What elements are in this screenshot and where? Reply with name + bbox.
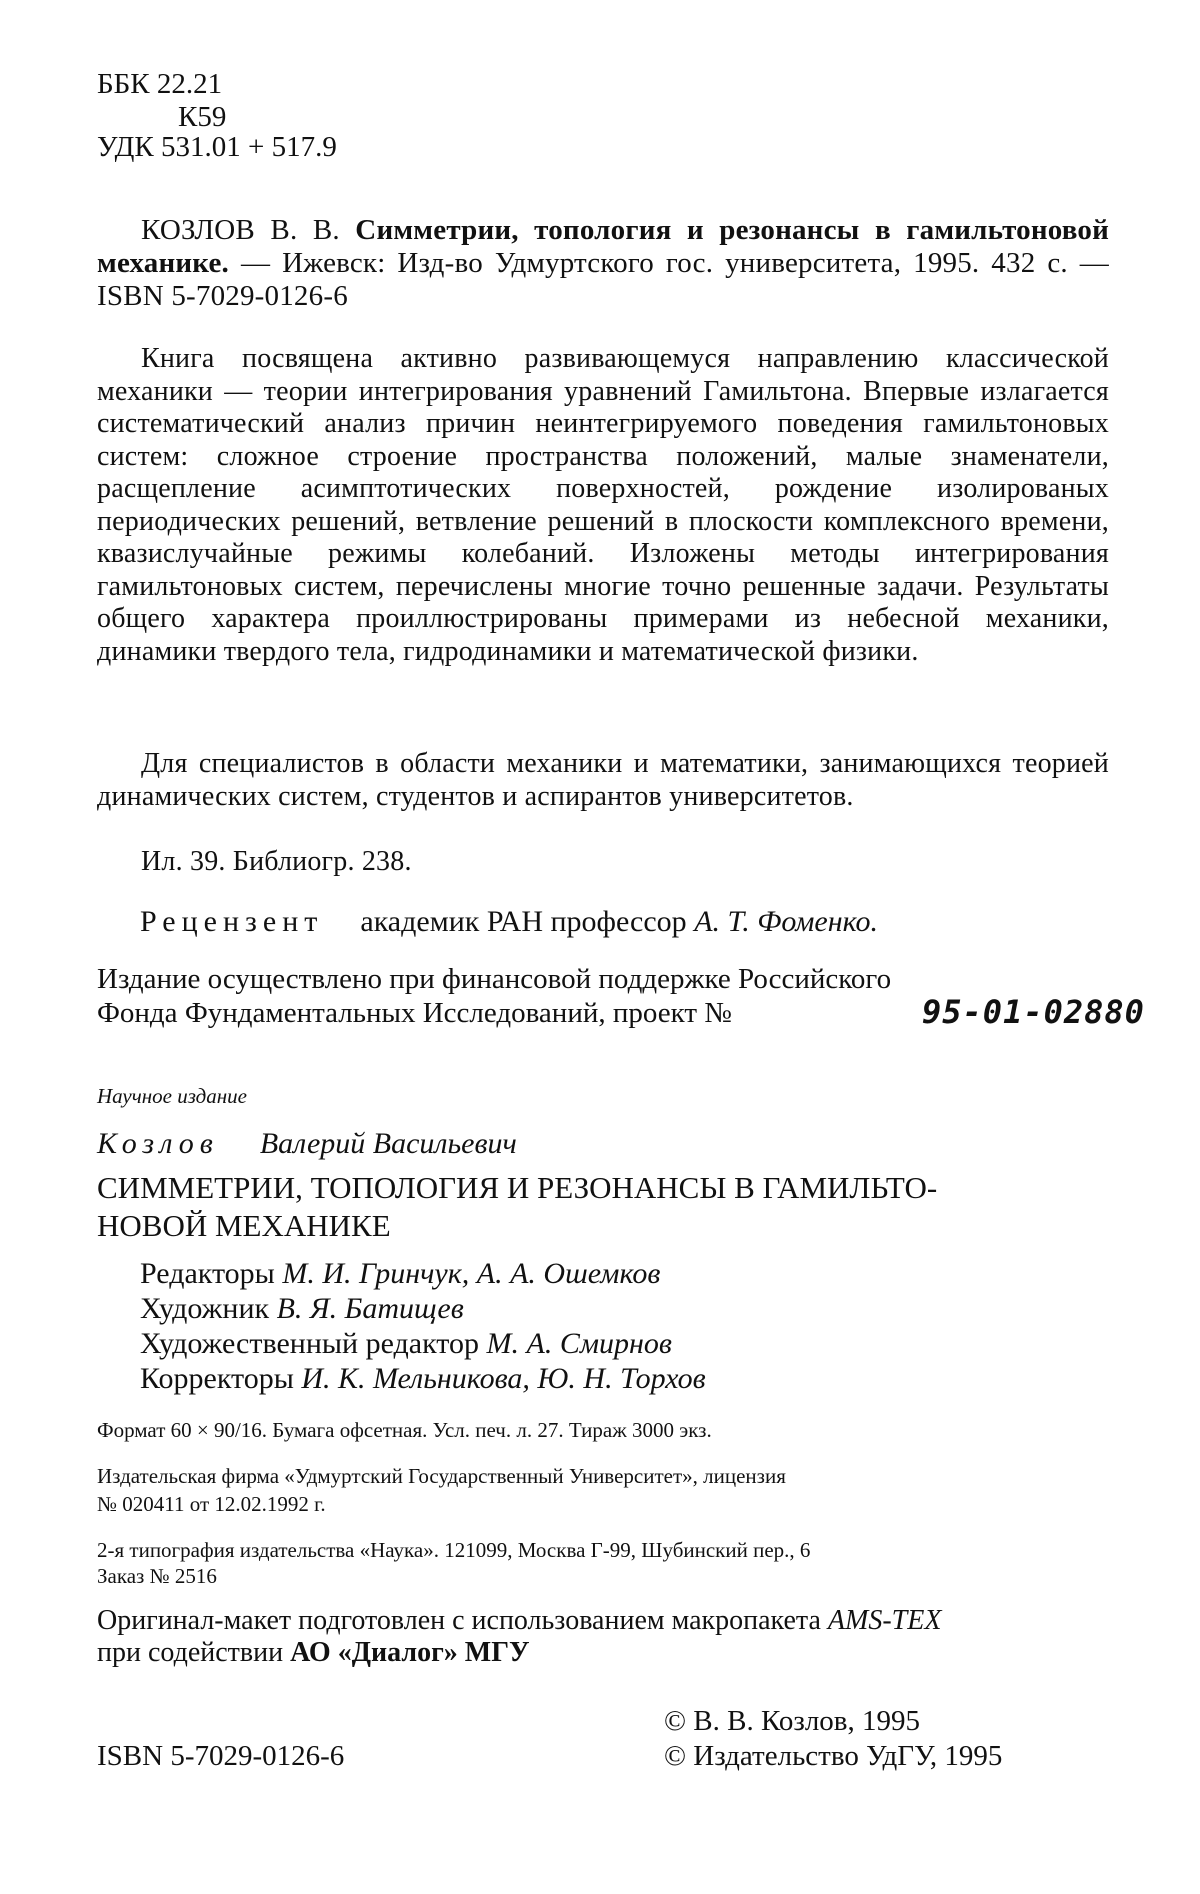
layout-text-2a: при содействии — [97, 1637, 284, 1668]
funding-text-1: Издание осуществлено при финансовой поддержке — [97, 963, 731, 995]
annotation-paragraph-1: Книга посвящена активно развивающемуся направлению классической механики — теории интегрирования уравнений Гамильтона. Впервые излагается систематический анализ причин неинтегрируемого поведения гамильтоновых систем: сложное строение пространства положений, малые знаменатели, расщепление асимптотических поверхностей, рождение изолированых периодических решений, ветвление решений в плоскости комплексного времени, квазислучайные режимы колебаний. Изложены методы интегрирования гамильтоновых систем, перечислены многие точно решенные задачи. Результаты общего характера проиллюстрированы примерами из небесной механики, динамики твердого тела, гидродинамики и математической физики. — [97, 343, 1109, 667]
format-line: Формат 60 × 90/16. Бумага офсетная. Усл. печ. л. 27. Тираж 3000 экз. — [97, 1418, 712, 1442]
reviewer-name: А. Т. Фоменко. — [694, 905, 879, 938]
publisher-line-1: Издательская фирма «Удмуртский Государственный Университет», лицензия — [97, 1464, 786, 1488]
copyright-publisher-text: Издательство УдГУ, 1995 — [693, 1740, 1003, 1772]
copyright-publisher — [664, 1740, 1002, 1773]
funding-word-3: Фундаментальных — [184, 997, 416, 1029]
imprint-title-line-1: СИММЕТРИИ, ТОПОЛОГИЯ И РЕЗОНАНСЫ В ГАМИЛЬТО- — [97, 1170, 938, 1205]
layout-text-2b: АО «Диалог» МГУ — [290, 1637, 530, 1668]
edition-type: Научное издание — [97, 1084, 247, 1108]
funding-text-2: проект № — [612, 997, 732, 1029]
reviewer-label: Рецензент — [140, 905, 324, 938]
annotation-paragraph-2: Для специалистов в области механики и математики, занимающихся теорией динамических систем, студентов и аспирантов университетов. — [97, 748, 1109, 812]
credit-role: Художник — [140, 1292, 270, 1325]
annotation-paragraph-3: Ил. 39. Библиогр. 238. — [141, 846, 412, 877]
credit-role: Корректоры — [140, 1362, 294, 1395]
layout-line-1 — [97, 1605, 941, 1637]
layout-line-2 — [97, 1637, 530, 1669]
reviewer-text: академик РАН профессор — [360, 905, 687, 938]
credit-names: И. К. Мельникова, Ю. Н. Торхов — [301, 1362, 706, 1395]
credit-names: М. А. Смирнов — [486, 1327, 672, 1360]
publisher-line-2: № 020411 от 12.02.1992 г. — [97, 1492, 326, 1516]
udk-code: УДК 531.01 + 517.9 — [97, 131, 337, 163]
bib-title: Симметрии, топология и резонансы в гамильтоновой механике. — [97, 214, 1109, 279]
handwritten-project-number: 95-01-02880 — [922, 993, 1145, 1031]
credit-role: Редакторы — [140, 1257, 275, 1290]
credit-artist — [140, 1292, 464, 1326]
tex-logo: AMS-TEX — [827, 1605, 942, 1636]
copyright-author-text: В. В. Козлов, 1995 — [693, 1705, 921, 1737]
reviewer-line — [140, 905, 878, 939]
printer-line-1: 2-я типография издательства «Наука». 121099, Москва Г-99, Шубинский пер., 6 — [97, 1538, 811, 1562]
funding-word-2: Фонда — [97, 997, 178, 1029]
funding-word-1: Российского — [738, 963, 892, 995]
credit-names: М. И. Гринчук, А. А. Ошемков — [282, 1257, 661, 1290]
imprint-title-line-2: НОВОЙ МЕХАНИКЕ — [97, 1208, 391, 1243]
bib-author: КОЗЛОВ В. В. — [141, 214, 340, 246]
imprint-author-last: Козлов — [97, 1127, 219, 1160]
printer-line-2: Заказ № 2516 — [97, 1564, 217, 1588]
funding-line-2 — [97, 997, 732, 1030]
bib-publisher: — Ижевск: Изд-во Удмуртского гос. университета, 1995. 432 с. — ISBN 5-7029-0126-6 — [97, 247, 1109, 312]
credit-editors — [140, 1257, 660, 1291]
funding-line-1 — [97, 963, 891, 996]
credit-art-editor — [140, 1327, 672, 1361]
isbn: ISBN 5-7029-0126-6 — [97, 1740, 345, 1772]
author-mark: К59 — [178, 101, 227, 133]
layout-text-1: Оригинал-макет подготовлен с использованием макропакета — [97, 1605, 821, 1636]
copyright-symbol: © — [664, 1705, 687, 1737]
bibliographic-record — [97, 214, 1109, 313]
bbk-code: ББК 22.21 — [97, 68, 223, 100]
imprint-author — [97, 1127, 517, 1161]
imprint-author-first: Валерий Васильевич — [259, 1127, 517, 1160]
credit-names: В. Я. Батищев — [276, 1292, 464, 1325]
copyright-symbol: © — [664, 1740, 687, 1772]
copyright-author — [664, 1705, 920, 1738]
credit-role: Художественный редактор — [140, 1327, 479, 1360]
funding-word-4: Исследований, — [422, 997, 606, 1029]
credit-proofreaders — [140, 1362, 706, 1396]
